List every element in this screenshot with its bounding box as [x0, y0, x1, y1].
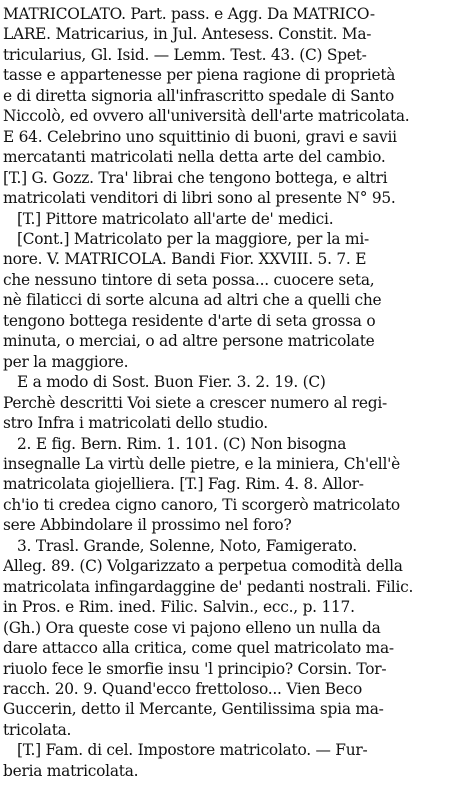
- entry-line: sere Abbindolare il prossimo nel foro?: [3, 516, 292, 535]
- entry-line: racch. 20. 9. Quand'ecco frettoloso... Vien Beco: [3, 679, 363, 698]
- entry-line: nore. V. MATRICOLA. Bandi Fior. XXVIII. 5. 7. E: [3, 250, 367, 269]
- entry-line: matricolati venditori di libri sono al presente N° 95.: [3, 189, 396, 208]
- entry-line: Alleg. 89. (C) Volgarizzato a perpetua comodità della: [3, 557, 403, 576]
- entry-line: matricolata giojelliera. [T.] Fag. Rim. 4. 8. Allor-: [3, 475, 364, 494]
- entry-text: [3, 4, 465, 781]
- entry-line: tricolata.: [3, 720, 72, 739]
- entry-line: (Gh.) Ora queste cose vi pajono elleno un nulla da: [3, 618, 381, 637]
- entry-line: ch'io ti credea cigno canoro, Ti scorgerò matricolato: [3, 495, 400, 514]
- entry-line: matricolata infingardaggine de' pedanti nostrali. Filic.: [3, 577, 414, 596]
- entry-line: beria matricolata.: [3, 761, 139, 780]
- entry-line: riuolo fece le smorfie insu 'l principio? Corsin. Tor-: [3, 659, 387, 678]
- entry-line: [T.] Fam. di cel. Impostore matricolato. — Fur-: [17, 741, 368, 760]
- entry-line: Perchè descritti Voi siete a crescer numero al regi-: [3, 393, 387, 412]
- entry-line: insegnalle La virtù delle pietre, e la miniera, Ch'ell'è: [3, 454, 400, 473]
- entry-line: [T.] G. Gozz. Tra' librai che tengono bottega, e altri: [3, 168, 388, 187]
- entry-line: E a modo di Sost. Buon Fier. 3. 2. 19. (C): [17, 373, 326, 392]
- entry-line: [Cont.] Matricolato per la maggiore, per la mi-: [17, 229, 369, 248]
- entry-line: LARE. Matricarius, in Jul. Antesess. Constit. Ma-: [3, 25, 372, 44]
- entry-line: Niccolò, ed ovvero all'università dell'arte matricolata.: [3, 107, 410, 126]
- entry-line: E 64. Celebrino uno squittinio di buoni, gravi e savii: [3, 127, 397, 146]
- entry-line: MATRICOLATO. Part. pass. e Agg. Da MATRICO-: [3, 5, 375, 23]
- entry-line: e di diretta signoria all'infrascritto spedale di Santo: [3, 86, 394, 105]
- entry-line: dare attacco alla critica, come quel matricolato ma-: [3, 639, 394, 658]
- entry-line: tricularius, Gl. Isid. — Lemm. Test. 43. (C) Spet-: [3, 45, 367, 64]
- entry-line: tengono bottega residente d'arte di seta grossa o: [3, 311, 376, 330]
- entry-line: che nessuno tintore di seta possa... cuocere seta,: [3, 270, 375, 289]
- entry-line: Guccerin, detto il Mercante, Gentilissima spia ma-: [3, 700, 384, 719]
- entry-line: minuta, o merciai, o ad altre persone matricolate: [3, 332, 375, 351]
- entry-line: 2. E fig. Bern. Rim. 1. 101. (C) Non bisogna: [17, 434, 347, 453]
- entry-line: per la maggiore.: [3, 352, 129, 371]
- entry-line: 3. Trasl. Grande, Solenne, Noto, Famigerato.: [17, 536, 357, 555]
- entry-line: tasse e appartenesse per piena ragione di proprietà: [3, 66, 396, 85]
- entry-line: stro Infra i matricolati dello studio.: [3, 414, 268, 433]
- entry-line: nè filaticci di sorte alcuna ad altri che a quelli che: [3, 291, 382, 310]
- entry-line: mercatanti matricolati nella detta arte del cambio.: [3, 148, 386, 167]
- entry-line: [T.] Pittore matricolato all'arte de' medici.: [17, 209, 334, 228]
- entry-line: in Pros. e Rim. ined. Filic. Salvin., ecc., p. 117.: [3, 598, 355, 617]
